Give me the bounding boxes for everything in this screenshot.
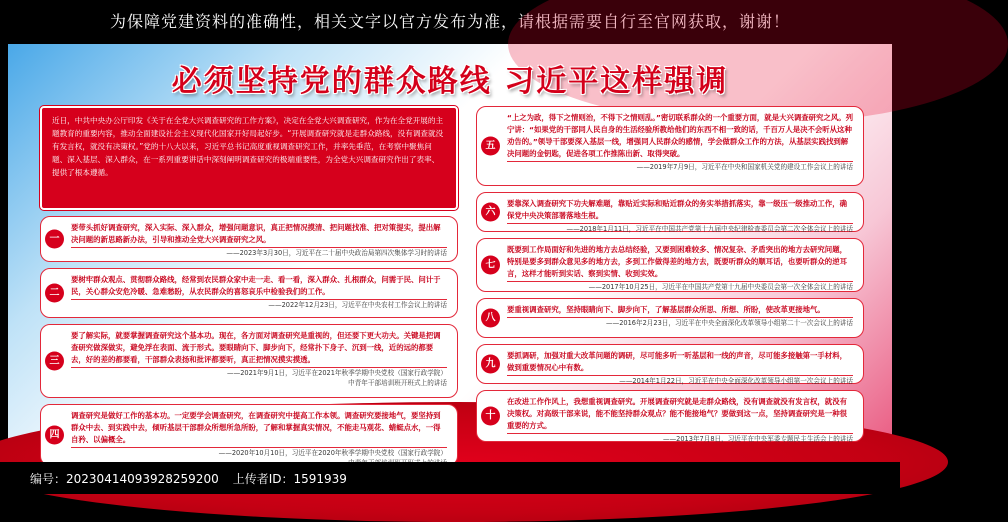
quote-text: 既要到工作局面好和先进的地方去总结经验，又要到困难较多、情况复杂、矛盾突出的地方去研究问题，特别是要多到群众意见多的地方去，多到工作做得差的地方去，既要听群众的顺耳话，也要听群众的逆耳言，这样才能听到实话、察到实情、收到实效。 [507, 245, 847, 278]
quote-text: 在改进工作作风上，我想重视调查研究。开展调查研究就是走群众路线，没有调查就没有发言权，就没有决策权。对高级干部来说，能不能坚持群众观点？能不能接地气？要做到这一点，坚持调查研究是一种很重要的方式。 [507, 397, 847, 430]
footer-id-value: 20230414093928259200 [66, 471, 219, 486]
quote-number: 一 [45, 230, 64, 249]
quote-card [40, 324, 458, 398]
quote-source: ——2016年2月23日，习近平在中央全面深化改革领导小组第二十一次会议上的讲话 [507, 317, 853, 328]
quote-text: 调查研究是做好工作的基本功。一定要学会调查研究，在调查研究中提高工作本领。调查研究要接地气，要坚持到群众中去、到实践中去，倾听基层干部群众所想所急所盼，了解和掌握真实情况，不能走马观花、蜻蜓点水，一得自矜、以偏概全。 [71, 411, 441, 444]
quote-text: 要树牢群众观点、贯彻群众路线，经常到农民群众家中走一走、看一看，深入群众、扎根群众，问需于民、问计于民，关心群众安危冷暖、急难愁盼，从农民群众的喜怒哀乐中检验我们的工作。 [71, 275, 441, 296]
quote-card [476, 298, 864, 338]
quote-card [476, 344, 864, 384]
quote-card [476, 192, 864, 232]
poster-board [8, 44, 892, 462]
quote-source: ——2013年7月8日，习近平在中央军委专题民主生活会上的讲话 [507, 433, 853, 444]
intro-box: 近日，中共中央办公厅印发《关于在全党大兴调查研究的工作方案》，决定在全党大兴调查研究，作为在全党开展的主题教育的重要内容，推动全面建设社会主义现代化国家开好局起好步。“开展调查研究就是走群众路线，没有调查就没有发言权，就没有决策权。”党的十八大以来，习近平总书记高度重视调查研究工作，并率先垂范，在考察中聚焦问题、深入基层、深入群众，在一系列重要讲话中深刻阐明调查研究的极端重要性，为全党大兴调查研究作出了表率、提供了根本遵循。 [40, 106, 458, 210]
quote-text: “上之为政，得下之情则治，不得下之情则乱。”密切联系群众的一个重要方面，就是大兴调查研究之风。列宁讲：“如果党的干部同人民自身的生活经验所教给他们的东西不相一致的话，千百万人是决不会听从这种劝告的。”领导干部要深入基层一线，增强同人民群众的感情，学会做群众工作的方法，从基层实践找到解决问题的金钥匙，促进各项工作推陈出新、取得突破。 [507, 113, 853, 158]
footer-id-label: 编号： [30, 471, 67, 486]
quote-source: ——2014年1月22日，习近平在中央全面深化改革领导小组第一次会议上的讲话 [507, 375, 853, 386]
quote-number: 六 [481, 203, 500, 222]
poster-title: 必须坚持党的群众路线 习近平这样强调 [171, 64, 729, 99]
quote-number: 五 [481, 137, 500, 156]
quote-source: ——2018年1月11日，习近平在中国共产党第十九届中央纪律检查委员会第二次全体会议上的讲话 [507, 223, 853, 234]
quote-number: 十 [481, 407, 500, 426]
quote-card [476, 238, 864, 292]
quote-card [476, 106, 864, 186]
quote-source: ——2017年10月25日，习近平在中国共产党第十九届中央委员会第一次全体会议上的讲话 [507, 281, 853, 292]
quote-number: 三 [45, 352, 64, 371]
quote-source: ——2022年12月23日，习近平在中央农村工作会议上的讲话 [71, 299, 447, 310]
quote-number: 七 [481, 256, 500, 275]
footer-uploader-value: 1591939 [293, 471, 347, 486]
quote-source: ——2019年7月9日，习近平在中央和国家机关党的建设工作会议上的讲话 [507, 161, 853, 172]
footer-bar [0, 462, 900, 494]
quote-text: 要靠深入调查研究下功夫解难题，靠贴近实际和贴近群众的务实举措抓落实，靠一级压一级推动工作，确保党中央决策部署落地生根。 [507, 199, 847, 220]
title-area [8, 52, 892, 104]
notice-text: 为保障党建资料的准确性，相关文字以官方发布为准，请根据需要自行至官网获取，谢谢！ [109, 11, 790, 31]
right-column [476, 106, 864, 442]
quote-card [40, 268, 458, 318]
footer-uploader-label: 上传者ID： [232, 471, 294, 486]
quote-card [40, 216, 458, 262]
quote-source: ——2021年9月1日，习近平在2021年秋季学期中央党校（国家行政学院） [71, 367, 447, 378]
quote-text: 要抓调研，加强对重大改革问题的调研，尽可能多听一听基层和一线的声音，尽可能多接触第一手材料，做到重要情况心中有数。 [507, 351, 847, 372]
quote-text: 要重视调查研究，坚持眼睛向下、脚步向下，了解基层群众所思、所想、所盼，使改革更接地气。 [507, 305, 825, 314]
quote-text: 要了解实际，就要掌握调查研究这个基本功。现在，各方面对调查研究是重视的，但还要下更大功夫。关键是把调查研究做深做实，避免浮在表面、流于形式。要眼睛向下、脚步向下，经常扑下身子、沉到一线，近的远的都要去，好的差的都要看，干部群众表扬和批评都要听，真正把情况摸实摸透。 [71, 331, 441, 364]
quote-number: 四 [45, 426, 64, 445]
quote-number: 二 [45, 284, 64, 303]
quote-source: ——2023年3月30日，习近平在二十届中央政治局第四次集体学习时的讲话 [71, 247, 447, 258]
quote-number: 九 [481, 355, 500, 374]
footer-id [30, 470, 219, 487]
quote-source-cont: 中青年干部培训班开班式上的讲话 [348, 379, 447, 387]
quote-text: 要带头抓好调查研究，深入实际、深入群众，增强问题意识，真正把情况摸清、把问题找准、把对策提实，提出解决问题的新思路新办法，引导和推动全党大兴调查研究之风。 [71, 223, 441, 244]
footer-uploader [233, 470, 347, 487]
left-column [40, 106, 458, 466]
quote-card [40, 404, 458, 466]
quote-card [476, 390, 864, 442]
quote-source: ——2020年10月10日，习近平在2020年秋季学期中央党校（国家行政学院） [71, 447, 447, 458]
quote-number: 八 [481, 309, 500, 328]
